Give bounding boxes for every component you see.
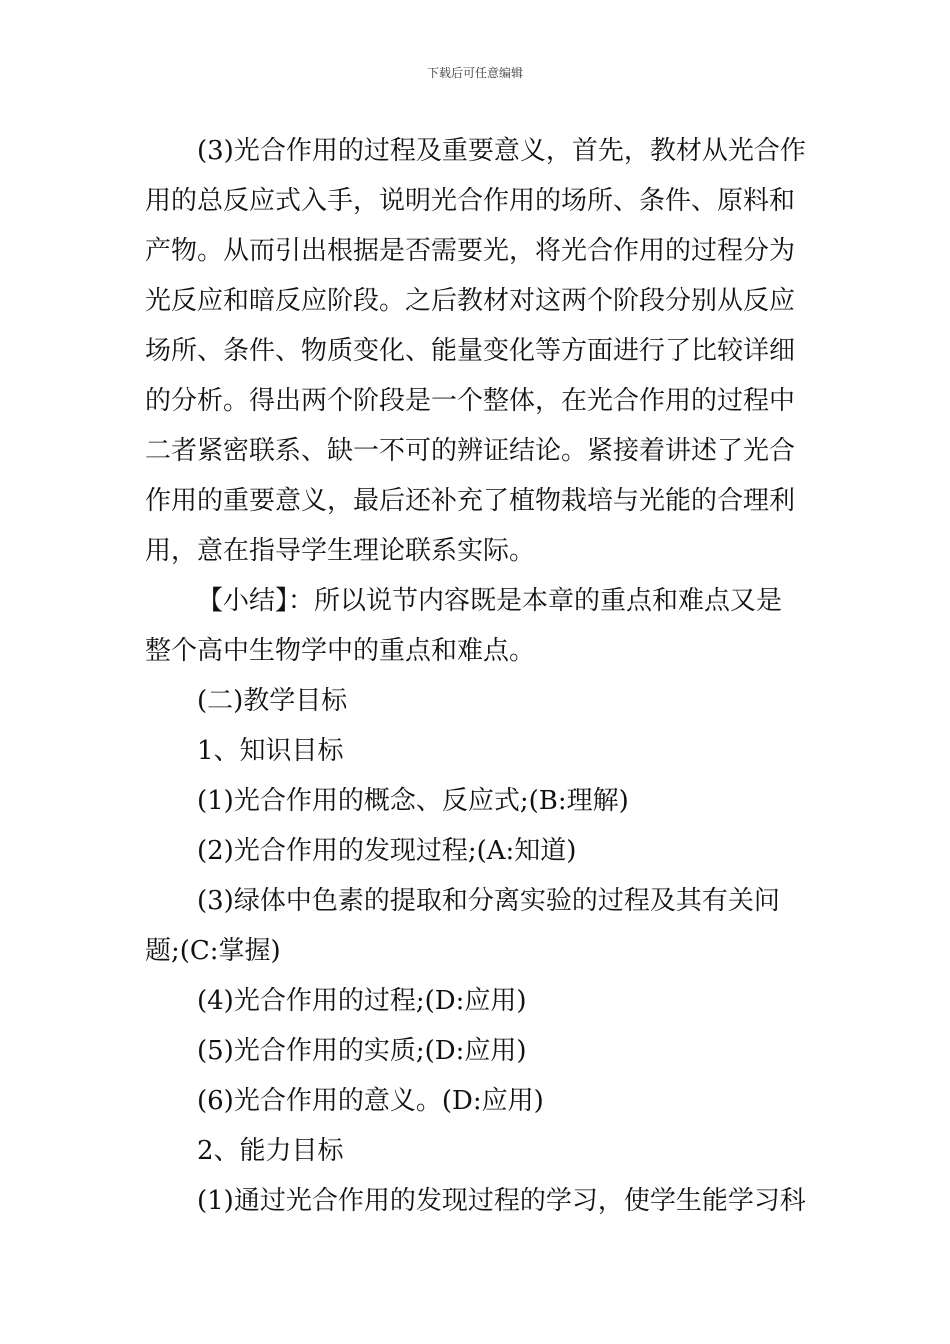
page-header: 下载后可任意编辑 <box>426 66 523 80</box>
list-item-knowledge-2: (2)光合作用的发现过程;(A:知道) <box>197 836 577 866</box>
list-item-knowledge-4: (4)光合作用的过程;(D:应用) <box>197 986 527 1016</box>
paragraph-summary: 【小结】：所以说节内容既是本章的重点和难点又是整个高中生物学中的重点和难点。 <box>145 586 783 666</box>
heading-teaching-goals: (二)教学目标 <box>197 686 348 716</box>
list-item-knowledge-3: (3)绿体中色素的提取和分离实验的过程及其有关问题;(C:掌握) <box>145 886 780 966</box>
heading-ability-goals: 2、能力目标 <box>197 1136 344 1166</box>
list-item-knowledge-5: (5)光合作用的实质;(D:应用) <box>197 1036 527 1066</box>
heading-knowledge-goals: 1、知识目标 <box>197 736 344 766</box>
document-body <box>145 126 807 1226</box>
paragraph-process-significance: (3)光合作用的过程及重要意义，首先，教材从光合作用的总反应式入手，说明光合作用的场所、条件、原料和产物。从而引出根据是否需要光，将光合作用的过程分为光反应和暗反应阶段。之后教材对这两个阶段分别从反应场所、条件、物质变化、能量变化等方面进行了比较详细的分析。得出两个阶段是一个整体，在光合作用的过程中二者紧密联系、缺一不可的辨证结论。紧接着讲述了光合作用的重要意义，最后还补充了植物栽培与光能的合理利用，意在指导学生理论联系实际。 <box>145 136 806 566</box>
list-item-knowledge-1: (1)光合作用的概念、反应式;(B:理解) <box>197 786 629 816</box>
list-item-knowledge-6: (6)光合作用的意义。(D:应用) <box>197 1086 544 1116</box>
list-item-ability-1: (1)通过光合作用的发现过程的学习，使学生能学习科 <box>197 1186 806 1216</box>
